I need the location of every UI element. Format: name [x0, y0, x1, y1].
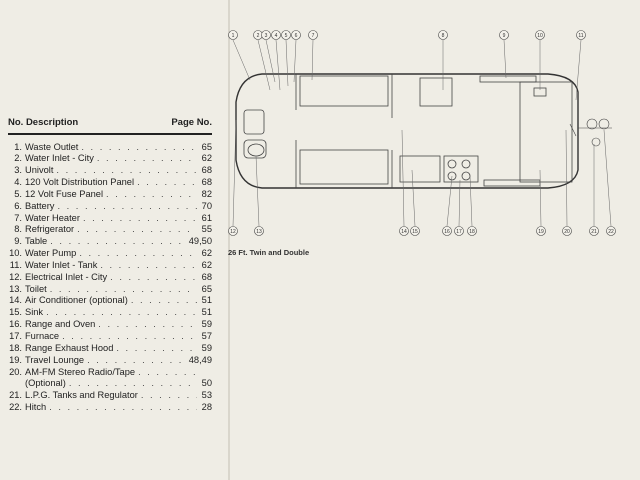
row-number: 15. [9, 307, 22, 318]
bottom-callouts [229, 227, 616, 236]
row-description: Refrigerator [25, 224, 75, 235]
interior-partitions [244, 74, 572, 188]
row-number: 6. [14, 200, 22, 211]
callout-number: 16 [444, 228, 450, 235]
callout-number: 1 [231, 32, 235, 39]
row-page: 61 [201, 212, 212, 223]
row-number: 21. [9, 390, 22, 401]
row-description: Univolt [25, 165, 54, 176]
callout-number: 18 [469, 228, 475, 235]
diagram-caption: 26 Ft. Twin and Double [228, 248, 310, 257]
row-description: Water Pump [25, 248, 77, 259]
row-number: 20. [9, 366, 22, 377]
row-description: Travel Lounge [25, 354, 85, 365]
row-page: 68 [201, 165, 212, 176]
row-description: AM-FM Stereo Radio/Tape [25, 366, 136, 377]
callout-number: 20 [564, 228, 570, 235]
row-number: 16. [9, 319, 22, 330]
row-page: 49,50 [188, 236, 212, 247]
header-no-description: No. Description [8, 117, 79, 128]
row-description: Water Inlet - City [25, 153, 94, 164]
row-page: 68 [201, 271, 212, 282]
callout-number: 15 [412, 228, 418, 235]
row-page: 50 [201, 378, 212, 389]
row-number: 19. [9, 354, 22, 365]
callout-number: 3 [264, 32, 268, 39]
row-number: 8. [14, 224, 22, 235]
callout-number: 4 [274, 32, 278, 39]
row-number: 14. [9, 295, 22, 306]
row-page: 65 [201, 141, 212, 152]
row-description: Range and Oven [25, 319, 96, 330]
callout-number: 2 [256, 32, 260, 39]
row-number: 12. [9, 271, 22, 282]
row-page: 59 [201, 319, 212, 330]
row-page: 62 [201, 248, 212, 259]
row-page: 51 [201, 295, 212, 306]
callout-number: 13 [256, 228, 262, 235]
row-description: Range Exhaust Hood [25, 342, 114, 353]
row-page: 82 [201, 188, 212, 199]
callout-number: 6 [294, 32, 298, 39]
row-page: 57 [201, 331, 212, 341]
row-description: L.P.G. Tanks and Regulator [25, 390, 138, 401]
header-page-no: Page No. [171, 117, 212, 128]
row-description: Toilet [25, 283, 47, 294]
row-number: 10. [9, 248, 22, 259]
row-number: 2. [14, 153, 22, 164]
callout-number: 9 [502, 32, 506, 39]
row-page: 28 [201, 402, 212, 413]
callout-number: 10 [537, 32, 543, 39]
row-description: Battery [25, 200, 55, 211]
row-page: 65 [201, 283, 212, 294]
row-description: Table [25, 236, 48, 247]
row-number: 7. [14, 212, 22, 223]
row-page: 51 [201, 307, 212, 318]
trailer-outline [236, 74, 578, 188]
row-description: Water Heater [25, 212, 80, 223]
row-description: (Optional) [25, 378, 66, 389]
row-description: Hitch [25, 402, 47, 413]
row-number: 5. [14, 188, 22, 199]
row-page: 62 [201, 153, 212, 164]
row-page: 62 [201, 259, 212, 270]
callout-number: 12 [230, 228, 236, 235]
row-description: Furnace [25, 331, 60, 341]
row-number: 13. [9, 283, 22, 294]
callout-number: 14 [401, 228, 407, 235]
row-page: 53 [201, 390, 212, 401]
row-number: 17. [9, 331, 22, 341]
row-page: 70 [201, 200, 212, 211]
row-number: 9. [14, 236, 22, 247]
row-number: 11. [9, 259, 22, 270]
row-page: 59 [201, 342, 212, 353]
row-number: 3. [14, 165, 22, 176]
callout-number: 22 [608, 228, 614, 235]
row-number: 18. [9, 342, 22, 353]
callout-number: 7 [311, 32, 315, 39]
top-callouts [229, 31, 586, 40]
row-page: 55 [201, 224, 212, 235]
row-number: 4. [14, 177, 22, 188]
callout-number: 11 [578, 32, 584, 39]
row-description: Waste Outlet [25, 141, 79, 152]
row-number: 1. [14, 141, 22, 152]
row-description: 120 Volt Distribution Panel [25, 177, 135, 188]
callout-number: 19 [538, 228, 544, 235]
row-number: 22. [9, 402, 22, 413]
row-description: Electrical Inlet - City [25, 271, 108, 282]
row-description: 12 Volt Fuse Panel [25, 188, 104, 199]
row-page: 48,49 [188, 354, 212, 365]
row-description: Air Conditioner (optional) [25, 295, 128, 306]
row-description: Water Inlet - Tank [25, 259, 98, 270]
callout-number: 21 [591, 228, 597, 235]
hitch-assembly [570, 119, 612, 146]
row-page: 68 [201, 177, 212, 188]
leader-lines [233, 40, 611, 226]
callout-number: 8 [441, 32, 445, 39]
callout-number: 17 [456, 228, 462, 235]
row-description: Sink [25, 307, 44, 318]
callout-number: 5 [284, 32, 288, 39]
